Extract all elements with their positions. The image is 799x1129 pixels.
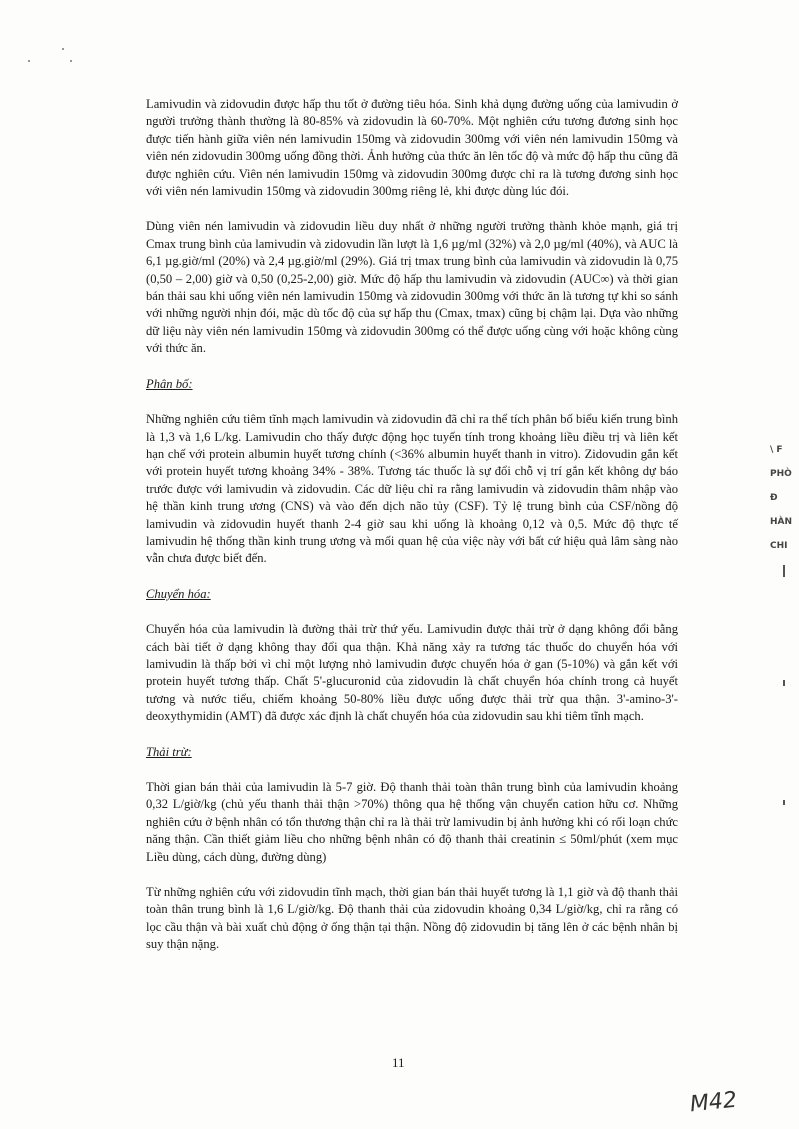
paragraph-elimination-zidovudin: Từ những nghiên cứu với zidovudin tĩnh mạch, thời gian bán thải huyết tương là 1,1 giờ và độ thanh thải toàn thân trung bình là 1,6 L/giờ/kg. Độ thanh thải của zidovudin khoảng 0,34 L/giờ/kg, chỉ ra rằng có lọc cầu thận và bài xuất chủ động ở ống thận tại thận. Nồng độ zidovudin bị tăng lên ở các bệnh nhân bị suy thận nặng. xyxy=(146,885,678,952)
handwritten-initials: M42 xyxy=(688,1087,739,1118)
heading-distribution: Phân bố: xyxy=(146,376,193,391)
edge-mark xyxy=(783,800,785,805)
edge-fragment: HÀN xyxy=(770,517,793,527)
document-body xyxy=(146,96,678,972)
adjacent-page-edge xyxy=(770,438,799,558)
paragraph-absorption: Lamivudin và zidovudin được hấp thu tốt ở đường tiêu hóa. Sinh khả dụng đường uống của lamivudin ở người trưởng thành thường là 80-85% và zidovudin là 60-70%. Một nghiên cứu tương đương sinh học được tiến hành giữa viên nén lamivudin 150mg và zidovudin 300mg với viên nén lamivudin 150mg và viên nén zidovudin 300mg uống đồng thời. Ảnh hưởng của thức ăn lên tốc độ và mức độ hấp thu cũng đã được nghiên cứu. Viên nén lamivudin 150mg và zidovudin 300mg được chỉ ra là tương đương sinh học với viên nén lamivudin 150mg và zidovudin 300mg riêng lẻ, khi được dùng lúc đói. xyxy=(146,97,678,199)
edge-fragment: \ F xyxy=(770,445,783,455)
heading-metabolism: Chuyển hóa: xyxy=(146,586,211,601)
paragraph-distribution: Những nghiên cứu tiêm tĩnh mạch lamivudin và zidovudin đã chỉ ra thể tích phân bố biểu kiến trung bình là 1,3 và 1,6 L/kg. Lamivudin cho thấy được động học tuyến tính trong khoảng liều điều trị và liên kết hạn chế với protein albumin huyết tương chính (<36% albumin huyết thanh in vitro). Zidovudin gắn kết với protein huyết tương khoảng 34% - 38%. Tương tác thuốc là sự đổi chỗ vị trí gắn kết không dự báo trước được với lamivudin và zidovudin. Các dữ liệu chỉ ra rằng lamivudin và zidovudin thâm nhập vào hệ thần kinh trung ương (CNS) và vào đến dịch não tủy (CSF). Tỷ lệ trung bình của CSF/nồng độ lamivudin và zidovudin huyết thanh 2-4 giờ sau khi uống là khoảng 0,12 và 0,5. Mức độ thực tế lamivudin hệ thống thần kinh trung ương và mối quan hệ của việc này với bất cứ hiệu quả lâm sàng nào vẫn chưa được biết đến. xyxy=(146,412,678,566)
heading-elimination: Thải trừ: xyxy=(146,744,192,759)
scan-speck xyxy=(62,48,64,50)
edge-fragment: PHÒ xyxy=(770,469,792,479)
scan-speck xyxy=(70,60,72,62)
paragraph-elimination-lamivudin: Thời gian bán thải của lamivudin là 5-7 giờ. Độ thanh thải toàn thân trung bình của lamivudin khoảng 0,32 L/giờ/kg (chủ yếu thanh thải thận >70%) thông qua hệ thống vận chuyển cation hữu cơ. Những nghiên cứu ở bệnh nhân có tổn thương thận chỉ ra là thải trừ lamivudin bị ảnh hưởng khi có rối loạn chức năng thận. Cần thiết giảm liều cho những bệnh nhân có độ thanh thải creatinin ≤ 50ml/phút (xem mục Liều dùng, cách dùng, đường dùng) xyxy=(146,780,678,864)
paragraph-metabolism: Chuyển hóa của lamivudin là đường thải trừ thứ yếu. Lamivudin được thải trừ ở dạng không đổi bằng cách bài tiết ở dạng không thay đổi qua thận. Khả năng xảy ra tương tác thuốc do chuyển hóa với lamivudin là thấp bởi vì chỉ một lượng nhỏ lamivudin được chuyển hóa ở gan (5-10%) và gắn kết với protein huyết tương thấp. Chất 5'-glucuronid của zidovudin là chất chuyển hóa chính trong cả huyết tương và nước tiểu, chiếm khoảng 50-80% liều được uống được thải trừ qua thận. 3'-amino-3'-deoxythymidin (AMT) đã được xác định là chất chuyển hóa của zidovudin sau khi tiêm tĩnh mạch. xyxy=(146,622,678,724)
edge-fragment: CHI xyxy=(770,541,788,551)
edge-mark xyxy=(783,680,785,686)
page-number: 11 xyxy=(392,1055,405,1070)
edge-mark xyxy=(783,565,785,577)
paragraph-pharmacokinetics: Dùng viên nén lamivudin và zidovudin liều duy nhất ở những người trưởng thành khỏe mạnh, giá trị Cmax trung bình của lamivudin và zidovudin lần lượt là 1,6 µg/ml (32%) và 2,0 µg/ml (40%), và AUC là 6,1 µg.giờ/ml (20%) và 2,4 µg.giờ/ml (29%). Giá trị tmax trung bình của lamivudin và zidovudin là 0,75 (0,50 – 2,00) giờ và 0,50 (0,25-2,00) giờ. Mức độ hấp thu lamivudin và zidovudin (AUC∞) và thời gian bán thải sau khi uống viên nén lamivudin 150mg và zidovudin 300mg với thức ăn là tương tự khi so sánh với những người nhịn đói, mặc dù tốc độ của sự hấp thu (Cmax, tmax) cũng bị chậm lại. Dựa vào những dữ liệu này viên nén lamivudin 150mg và zidovudin 300mg có thể được uống cùng với hoặc không cùng với thức ăn. xyxy=(146,219,678,356)
scan-speck xyxy=(28,60,30,62)
edge-fragment: Đ xyxy=(770,493,778,503)
